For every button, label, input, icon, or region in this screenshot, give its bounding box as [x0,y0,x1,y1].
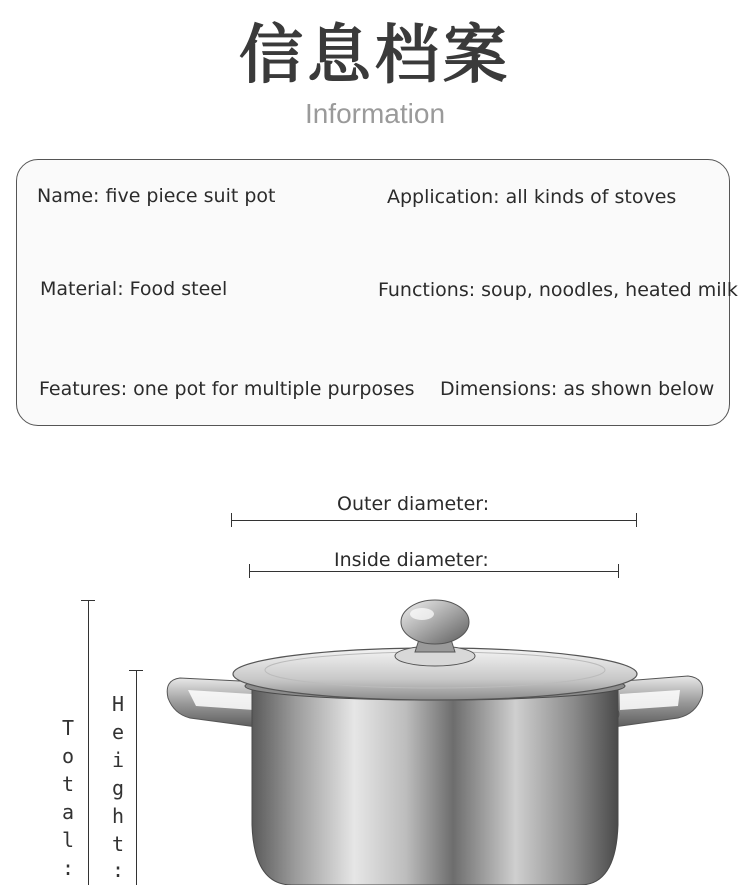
page-title: 信息档案 [239,19,511,93]
total-char: t [61,772,75,796]
page-subtitle: Information [304,98,446,129]
height-char: e [111,720,125,744]
total-char: o [61,744,75,768]
height-char: g [111,776,125,800]
stainless-steel-pot-image [160,590,710,885]
outer-diameter-line [231,520,636,521]
height-char: : [111,858,125,882]
outer-diameter-label: Outer diameter: [337,493,490,515]
height-tick-top [129,670,143,671]
height-char: t [111,832,125,856]
info-features: Features: one pot for multiple purposes [39,378,415,400]
info-dimensions: Dimensions: as shown below [440,378,715,400]
height-char: i [111,748,125,772]
inside-diameter-label: Inside diameter: [334,549,489,571]
info-name: Name: five piece suit pot [37,185,276,207]
total-char: l [61,828,75,852]
inside-diameter-tick-left [249,564,250,578]
info-functions: Functions: soup, noodles, heated milk [378,279,738,301]
outer-diameter-tick-right [636,513,637,527]
total-height-line [88,600,89,885]
height-char: H [111,692,125,716]
inside-diameter-tick-right [618,564,619,578]
info-material: Material: Food steel [40,278,228,300]
height-line [136,670,137,885]
total-char: a [61,800,75,824]
total-char: T [61,716,75,740]
info-panel [16,159,738,426]
info-application: Application: all kinds of stoves [387,186,677,208]
total-char: : [61,856,75,880]
outer-diameter-tick-left [231,513,232,527]
height-char: h [111,804,125,828]
total-height-tick-top [81,600,95,601]
inside-diameter-line [249,571,619,572]
